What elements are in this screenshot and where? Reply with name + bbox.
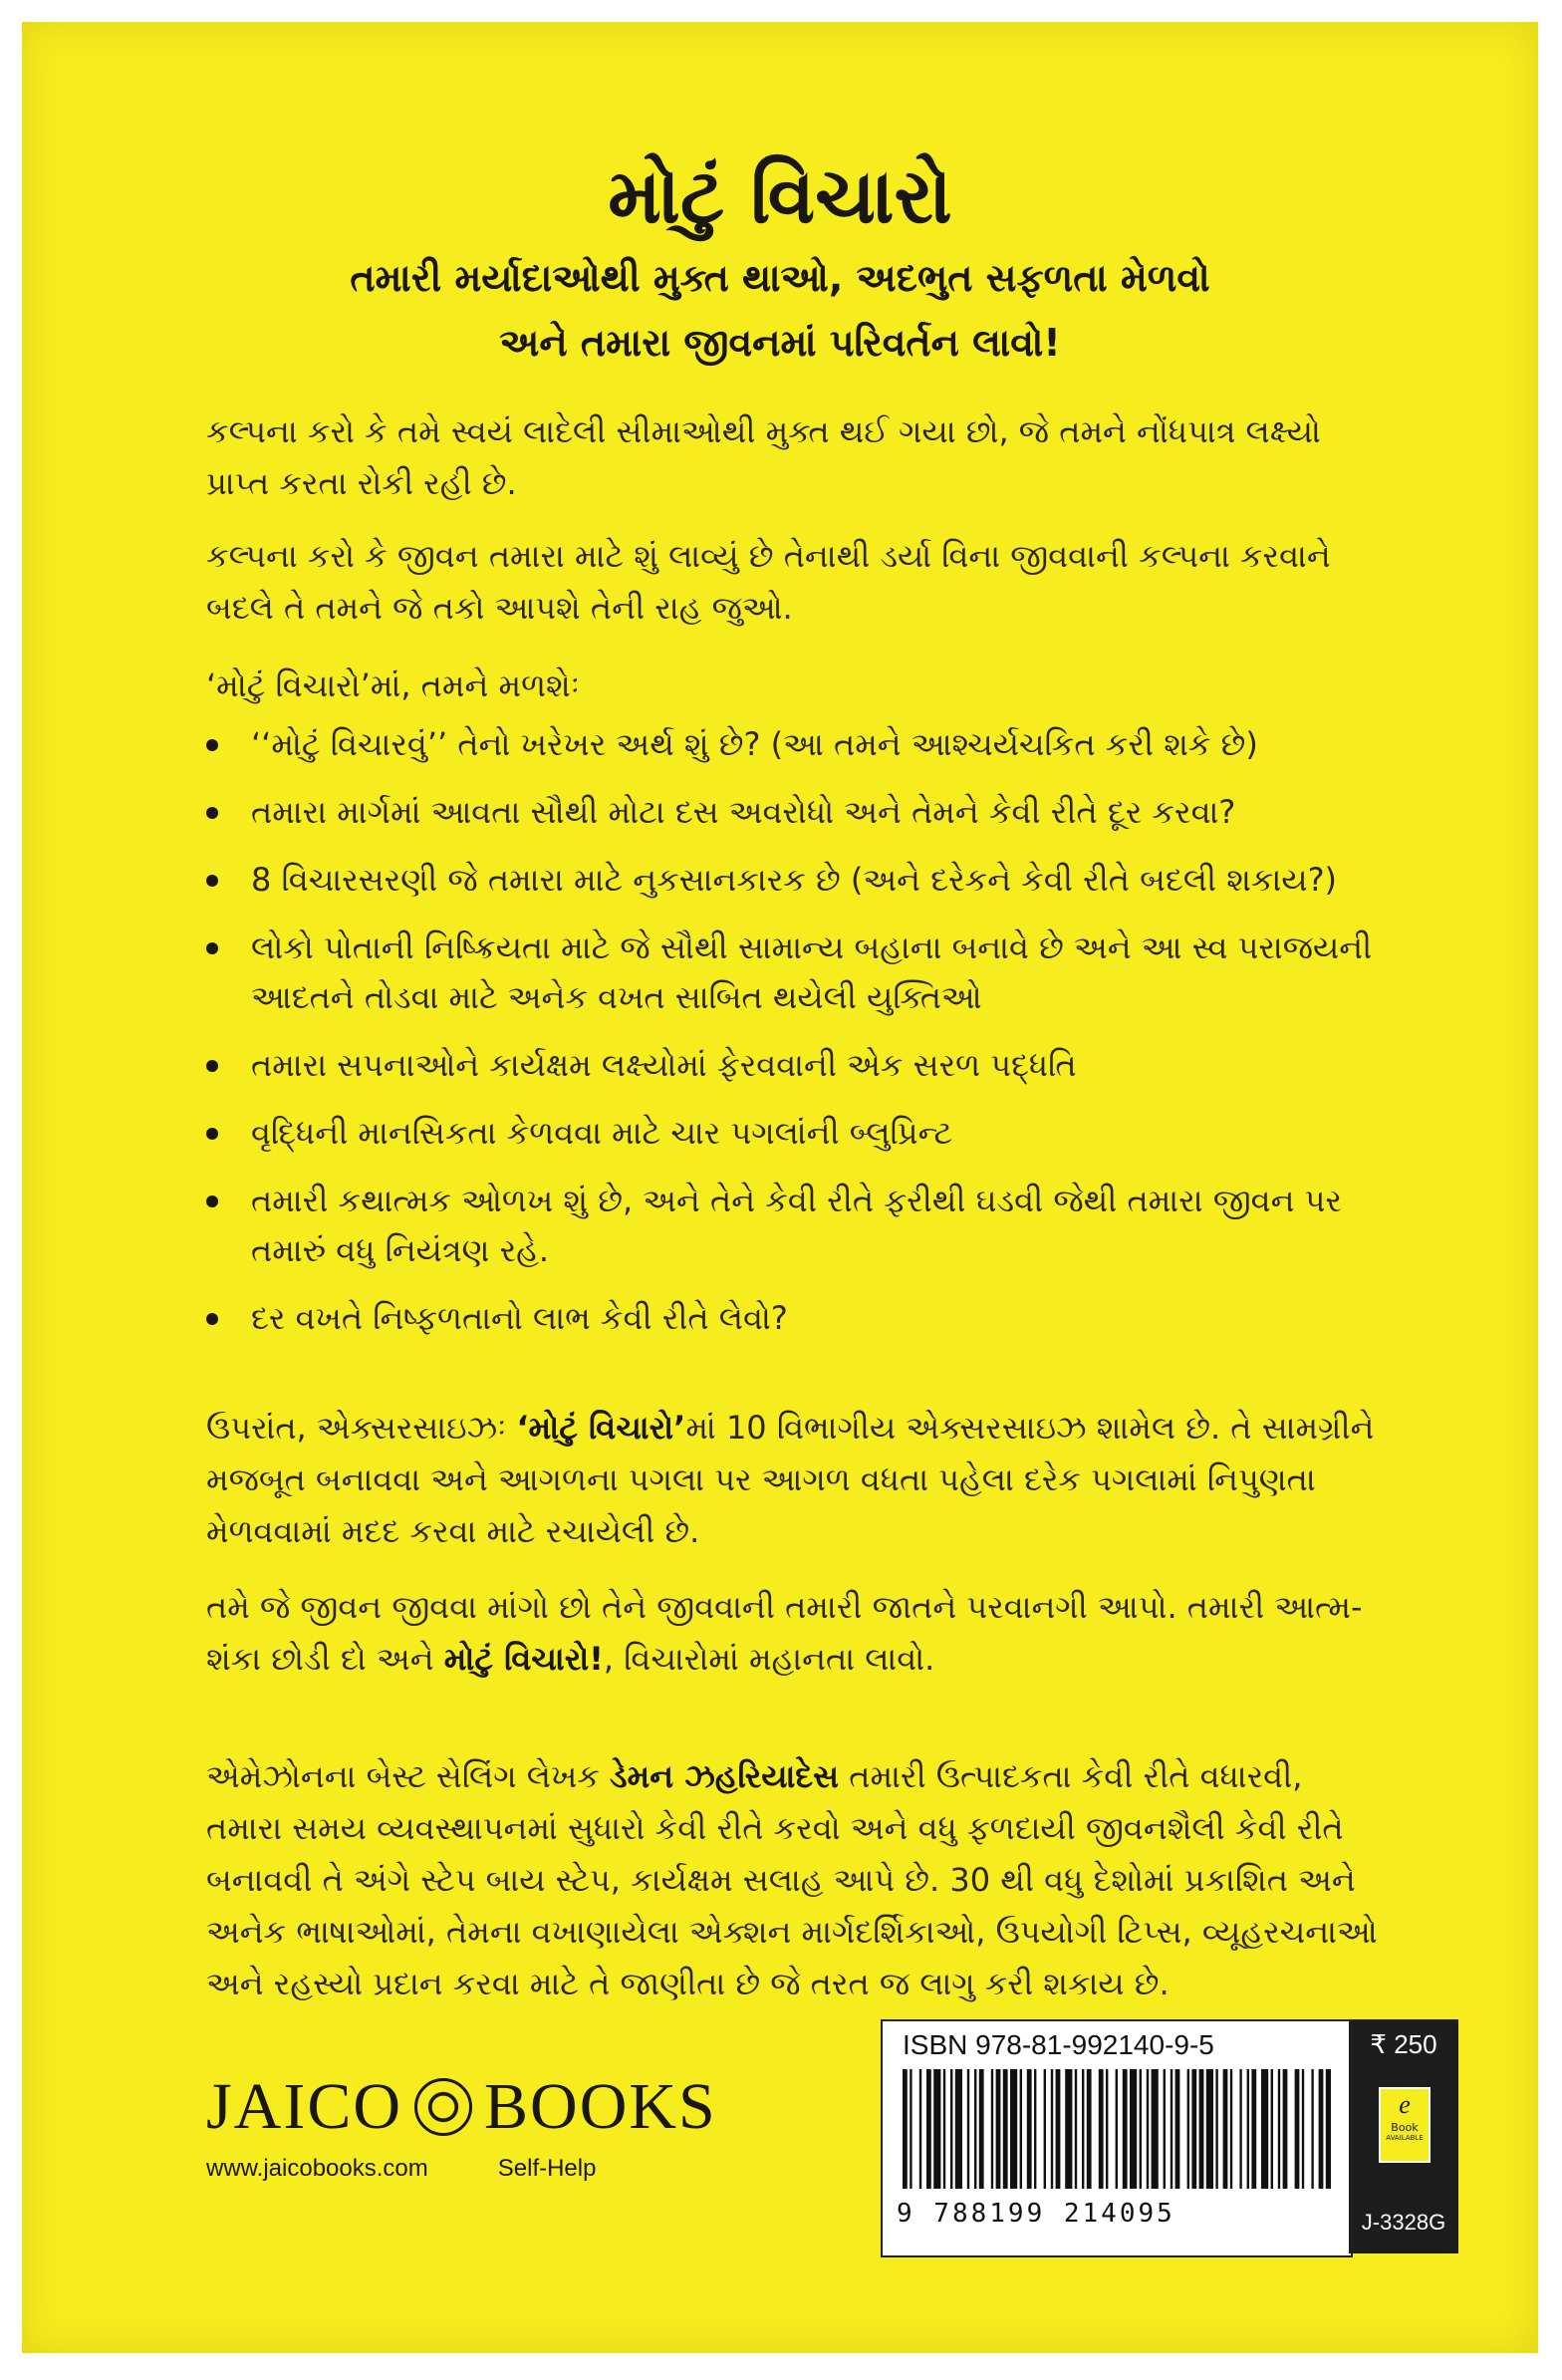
subtitle-line-1: તમારી મર્યાદાઓથી મુક્ત થાઓ, અદભુત સફળતા મેળવો bbox=[350, 256, 1210, 300]
ebook-available-icon: e Book AVAILABLE bbox=[1379, 2087, 1431, 2163]
publisher-meta bbox=[206, 2155, 717, 2183]
bullet-icon bbox=[206, 1195, 218, 1207]
bullet-icon bbox=[206, 1128, 218, 1140]
bullet-icon bbox=[206, 1060, 218, 1072]
book-title: મોટું વિચારો bbox=[608, 151, 952, 240]
book-category: Self-Help bbox=[497, 2155, 597, 2182]
barcode-icon bbox=[903, 2069, 1331, 2189]
price-panel bbox=[1349, 2019, 1458, 2253]
paragraph-permission: તમે જે જીવન જીવવા માંગો છો તેને જીવવાની તમારી જાતને પરવાનગી આપો. તમારી આત્મ-શંકા છોડી દો અને મોટું વિચારો!, વિચારોમાં મહાનતા લાવો. bbox=[206, 1588, 1363, 1678]
back-cover bbox=[22, 22, 1538, 2353]
paragraph-1: કલ્પના કરો કે તમે સ્વયં લાદેલી સીમાઓથી મુક્ત થઈ ગયા છો, જે તમને નોંધપાત્ર લક્ષ્યો પ્રાપ્ત કરતા રોકી રહી છે. bbox=[206, 412, 1321, 502]
paragraph-2: કલ્પના કરો કે જીવન તમારા માટે શું લાવ્યું છે તેનાથી ડર્યા વિના જીવવાની કલ્પના કરવાને બદલે તે તમને જે તકો આપશે તેની રાહ જુઓ. bbox=[206, 537, 1331, 627]
publisher-logo-icon bbox=[414, 2078, 472, 2136]
price: ₹ 250 bbox=[1370, 2029, 1437, 2059]
bullet-icon bbox=[206, 807, 218, 819]
bullet-intro: ‘મોટું વિચારો’માં, તમને મળશેઃ bbox=[206, 666, 580, 704]
paragraph-exercises: ઉપરાંત, એક્સરસાઇઝઃ ‘મોટું વિચારો’માં 10 વિભાગીય એક્સરસાઇઝ શામેલ છે. તે સામગ્રીને મજબૂત બનાવવા અને આગળના પગલા પર આગળ વધતા પહેલા દરેક પગલામાં નિપુણતા મેળવવામાં મદદ કરવા માટે રચાયેલી છે. bbox=[206, 1409, 1375, 1550]
subtitle-line-2: અને તમારા જીવનમાં પરિવર્તન લાવો! bbox=[499, 321, 1061, 365]
publisher-block bbox=[206, 2069, 717, 2183]
list-item: તમારી કથાત્મક ઓળખ શું છે, અને તેને કેવી રીતે ફરીથી ઘડવી જેથી તમારા જીવન પર તમારું વધુ નિયંત્રણ રહે. bbox=[206, 1176, 1382, 1275]
list-item: લોકો પોતાની નિષ્ક્રિયતા માટે જે સૌથી સામાન્ય બહાના બનાવે છે અને આ સ્વ પરાજયની આદતને તોડવા માટે અનેક વખત સાબિત થયેલી યુક્તિઓ bbox=[206, 923, 1382, 1022]
list-item: ‘‘મોટું વિચારવું’’ તેનો ખરેખર અર્થ શું છે? (આ તમને આશ્ચર્યચકિત કરી શકે છે) bbox=[206, 719, 1382, 769]
product-code: J-3328G bbox=[1361, 2210, 1446, 2235]
bullet-icon bbox=[206, 875, 218, 887]
barcode-digits: 9 788199 214095 bbox=[897, 2199, 1175, 2229]
list-item: તમારા સપનાઓને કાર્યક્ષમ લક્ષ્યોમાં ફેરવવાની એક સરળ પદ્ધતિ bbox=[206, 1040, 1382, 1090]
feature-list bbox=[206, 719, 1382, 1361]
list-item: દર વખતે નિષ્ફળતાનો લાભ કેવી રીતે લેવો? bbox=[206, 1293, 1382, 1343]
isbn: ISBN 978-81-992140-9-5 bbox=[903, 2029, 1214, 2060]
list-item: 8 વિચારસરણી જે તમારા માટે નુકસાનકારક છે (અને દરેકને કેવી રીતે બદલી શકાય?) bbox=[206, 855, 1382, 905]
author-bio: એમેઝોનના બેસ્ટ સેલિંગ લેખક ડેમન ઝહરિયાદેસ તમારી ઉત્પાદકતા કેવી રીતે વધારવી, તમારા સમય વ્યવસ્થાપનમાં સુધારો કેવી રીતે કરવો અને વધુ ફળદાયી જીવનશૈલી કેવી રીતે બનાવવી તે અંગે સ્ટેપ બાય સ્ટેપ, કાર્યક્ષમ સલાહ આપે છે. 30 થી વધુ દેશોમાં પ્રકાશિત અને અનેક ભાષાઓમાં, તેમના વખાણાયેલા એક્શન માર્ગદર્શિકાઓ, ઉપયોગી ટિપ્સ, વ્યૂહરચનાઓ અને રહસ્યો પ્રદાન કરવા માટે તે જાણીતા છે જે તરત જ લાગુ કરી શકાય છે. bbox=[206, 1757, 1378, 2002]
list-item: વૃદ્ધિની માનસિકતા કેળવવા માટે ચાર પગલાંની બ્લુપ્રિન્ટ bbox=[206, 1108, 1382, 1158]
bullet-icon bbox=[206, 1313, 218, 1325]
bullet-icon bbox=[206, 739, 218, 751]
publisher-name: JAICO BOOKS bbox=[206, 2070, 717, 2143]
bullet-icon bbox=[206, 942, 218, 954]
list-item: તમારા માર્ગમાં આવતા સૌથી મોટા દસ અવરોધો અને તેમને કેવી રીતે દૂર કરવા? bbox=[206, 787, 1382, 837]
barcode-panel bbox=[881, 2019, 1353, 2257]
publisher-website: www.jaicobooks.com bbox=[206, 2155, 428, 2182]
